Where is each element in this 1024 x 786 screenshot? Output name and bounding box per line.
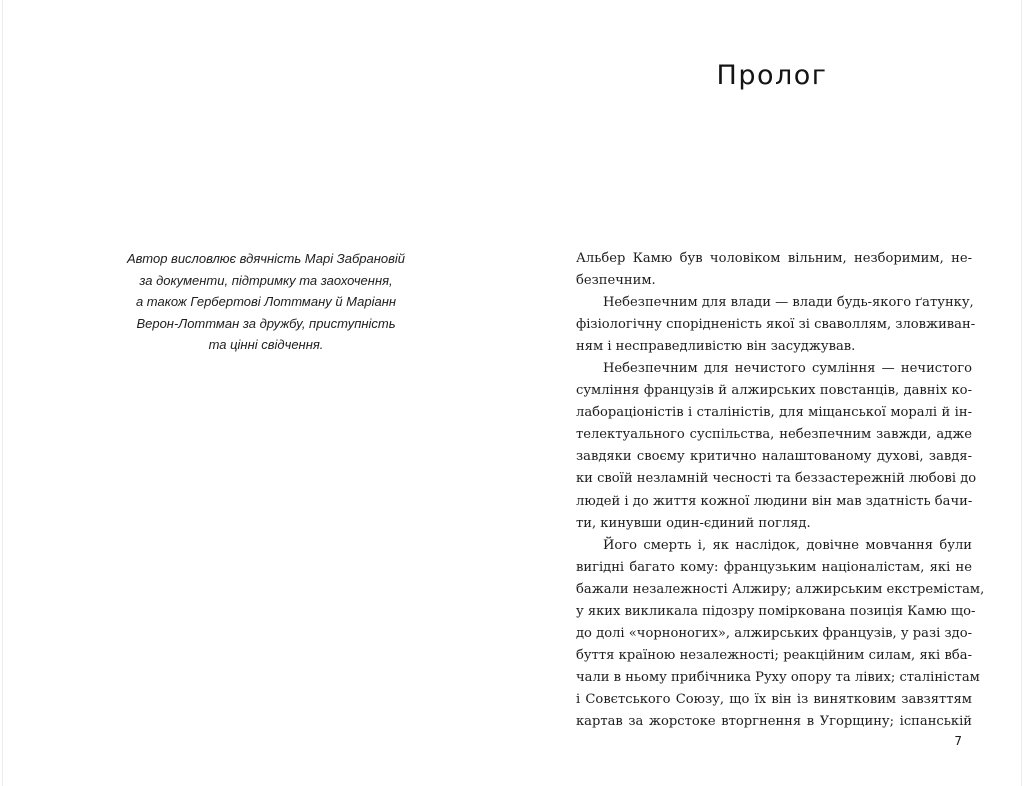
text-line: Альбер Камю був чоловіком вільним, незборимим, не- bbox=[576, 251, 972, 266]
dedication-line: Автор висловлює вдячність Марі Забрановій bbox=[126, 251, 406, 266]
page-number: 7 bbox=[954, 734, 962, 748]
text-line: безпечним. bbox=[576, 273, 656, 289]
dedication-line: та цінні свідчення. bbox=[208, 337, 324, 352]
text-line: вигідні багато кому: французьким націоналістам, які не bbox=[576, 559, 972, 575]
text-line: сумління французів й алжирських повстанців, давніх ко- bbox=[576, 383, 972, 399]
text-line: лабораціоністів і сталіністів, для міщанської моралі й ін- bbox=[576, 405, 972, 421]
text-line: людей і до життя кожної людини він мав здатність бачи- bbox=[576, 493, 973, 509]
text-line: фізіологічну спорідненість якої зі сваволлям, зловживан- bbox=[576, 317, 976, 333]
text-line: до долі «чорноногих», алжирських французів, у разі здо- bbox=[576, 625, 972, 641]
text-line: картав за жорстоке вторгнення в Угорщину; іспанській bbox=[576, 713, 972, 729]
text-line: телектуального суспільства, небезпечним завжди, адже bbox=[576, 427, 972, 443]
text-line: Небезпечним для нечистого сумління — нечистого bbox=[603, 361, 972, 377]
dedication-line: а також Гербертові Лоттману й Маріанн bbox=[135, 294, 397, 309]
text-line: і Совєтського Союзу, що їх він із винятковим завзяттям bbox=[576, 691, 972, 707]
prologue-text bbox=[576, 248, 985, 733]
dedication-line: за документи, підтримку та заохочення, bbox=[139, 272, 393, 288]
text-line: у яких викликала підозру поміркована позиція Камю що- bbox=[576, 603, 976, 619]
text-line: бажали незалежності Алжиру; алжирським екстремістам, bbox=[576, 581, 985, 597]
dedication bbox=[106, 248, 426, 356]
right-page bbox=[512, 0, 1024, 786]
text-line: буття країною незалежності; реакційним силам, які вба- bbox=[576, 647, 972, 663]
chapter-title: Пролог bbox=[716, 60, 828, 91]
text-line: чали в ньому прибічника Руху опору та лівих; сталіністам bbox=[576, 669, 980, 685]
text-line: ням і несправедливістю він засуджував. bbox=[576, 339, 856, 355]
text-line: ки своїй незламній чесності та беззастережній любові до bbox=[576, 471, 977, 487]
text-line: Небезпечним для влади — влади будь-якого ґатунку, bbox=[603, 295, 974, 311]
text-line: завдяки своєму критично налаштованому духові, завдя- bbox=[576, 449, 972, 465]
text-line: ти, кинувши один-єдиний погляд. bbox=[576, 515, 811, 531]
dedication-line: Верон-Лоттман за дружбу, приступність bbox=[136, 315, 396, 331]
text-line: Його смерть і, як наслідок, довічне мовчання були bbox=[603, 537, 972, 553]
